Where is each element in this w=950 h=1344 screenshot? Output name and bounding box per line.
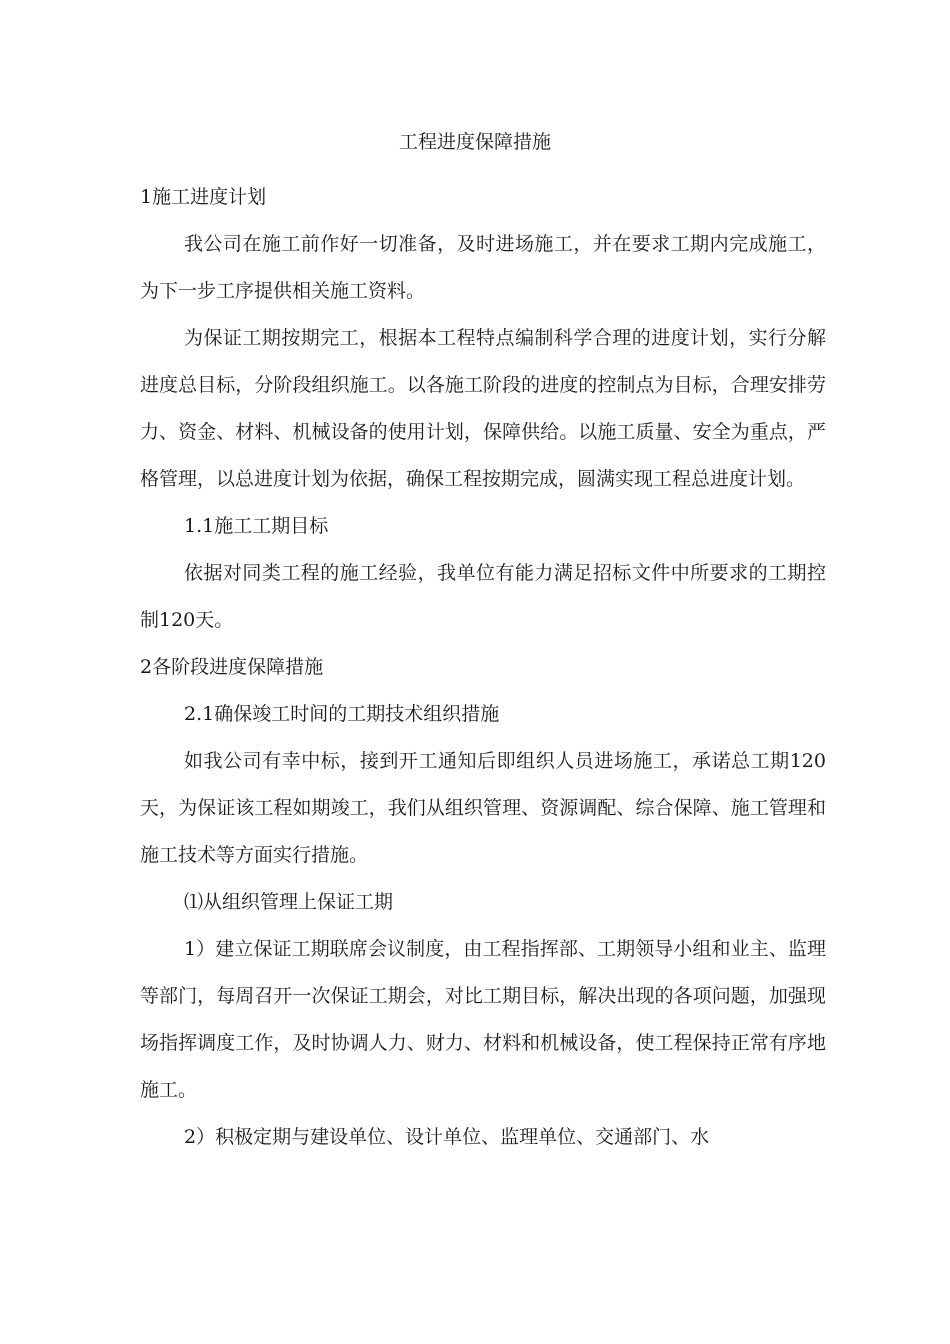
document-body xyxy=(140,174,826,1161)
subsection-heading-2-1: 2.1确保竣工时间的工期技术组织措施 xyxy=(184,703,500,725)
item-heading-organization: ⑴从组织管理上保证工期 xyxy=(184,891,394,913)
paragraph-schedule-plan: 为保证工期按期完工，根据本工程特点编制科学合理的进度计划，实行分解进度总目标，分阶段组织施工。以各施工阶段的进度的控制点为目标，合理安排劳力、资金、材料、机械设备的使用计划，保障供给。以施工质量、安全为重点，严格管理，以总进度计划为依据，确保工程按期完成，圆满实现工程总进度计划。 xyxy=(140,327,826,490)
list-item-joint-meeting: 1）建立保证工期联席会议制度，由工程指挥部、工期领导小组和业主、监理等部门，每周召开一次保证工期会，对比工期目标，解决出现的各项问题，加强现场指挥调度工作，及时协调人力、财力、材料和机械设备，使工程保持正常有序地施工。 xyxy=(140,938,826,1101)
paragraph-duration-target: 依据对同类工程的施工经验，我单位有能力满足招标文件中所要求的工期控制120天。 xyxy=(140,562,826,631)
list-item-coordination: 2）积极定期与建设单位、设计单位、监理单位、交通部门、水 xyxy=(184,1126,710,1148)
document-title: 工程进度保障措施 xyxy=(398,131,551,153)
paragraph-preparation: 我公司在施工前作好一切准备，及时进场施工，并在要求工期内完成施工，为下一步工序提供相关施工资料。 xyxy=(140,233,826,302)
subsection-heading-1-1: 1.1施工工期目标 xyxy=(184,515,329,537)
section-heading-2: 2各阶段进度保障措施 xyxy=(140,656,324,678)
paragraph-commitment: 如我公司有幸中标，接到开工通知后即组织人员进场施工，承诺总工期120天，为保证该工程如期竣工，我们从组织管理、资源调配、综合保障、施工管理和施工技术等方面实行措施。 xyxy=(140,750,826,866)
section-heading-1: 1施工进度计划 xyxy=(140,186,267,208)
